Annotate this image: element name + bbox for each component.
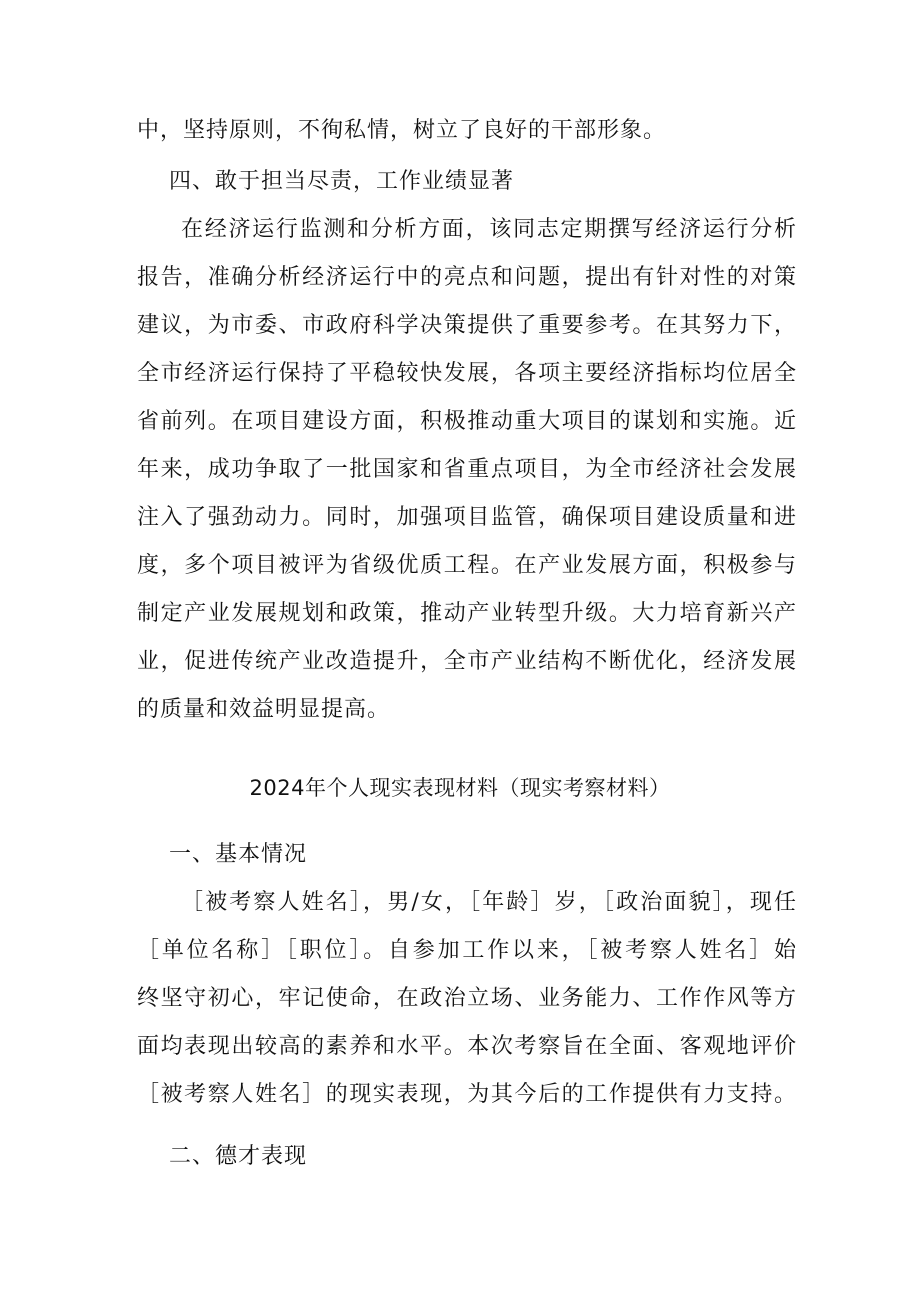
paragraph-line: 注入了强劲动力。同时，加强项目监管，确保项目建设质量和进 — [137, 505, 797, 530]
paragraph-line: 全市经济运行保持了平稳较快发展，各项主要经济指标均位居全 — [137, 361, 797, 386]
paragraph-line: 省前列。在项目建设方面，积极推动重大项目的谋划和实施。近 — [137, 409, 797, 434]
paragraph-line: ［单位名称］［职位］。自参加工作以来，［被考察人姓名］始 — [137, 938, 797, 963]
paragraph-line: 中，坚持原则，不徇私情，树立了良好的干部形象。 — [137, 118, 667, 143]
paragraph-line: 年来，成功争取了一批国家和省重点项目，为全市经济社会发展 — [137, 457, 797, 482]
paragraph-line: 面均表现出较高的素养和水平。本次考察旨在全面、客观地评价 — [137, 1034, 797, 1059]
document-title: 2024年个人现实表现材料（现实考察材料） — [249, 776, 671, 800]
paragraph-line: 在经济运行监测和分析方面，该同志定期撰写经济运行分析 — [181, 217, 797, 242]
paragraph-line: ［被考察人姓名］，男/女，［年龄］岁，［政治面貌］，现任 — [181, 890, 797, 915]
paragraph-line: 建议，为市委、市政府科学决策提供了重要参考。在其努力下， — [137, 313, 797, 338]
section-heading: 二、德才表现 — [169, 1144, 308, 1169]
paragraph-line: 度，多个项目被评为省级优质工程。在产业发展方面，积极参与 — [137, 553, 797, 578]
section-heading: 四、敢于担当尽责，工作业绩显著 — [169, 169, 515, 194]
paragraph-line: ［被考察人姓名］的现实表现，为其今后的工作提供有力支持。 — [137, 1082, 797, 1107]
paragraph-line: 报告，准确分析经济运行中的亮点和问题，提出有针对性的对策 — [137, 265, 797, 290]
paragraph-line: 业，促进传统产业改造提升，全市产业结构不断优化，经济发展 — [137, 649, 797, 674]
paragraph-line: 终坚守初心，牢记使命，在政治立场、业务能力、工作作风等方 — [137, 986, 797, 1011]
section-heading: 一、基本情况 — [169, 842, 308, 867]
paragraph-line: 制定产业发展规划和政策，推动产业转型升级。大力培育新兴产 — [137, 601, 797, 626]
paragraph-line: 的质量和效益明显提高。 — [137, 697, 391, 722]
